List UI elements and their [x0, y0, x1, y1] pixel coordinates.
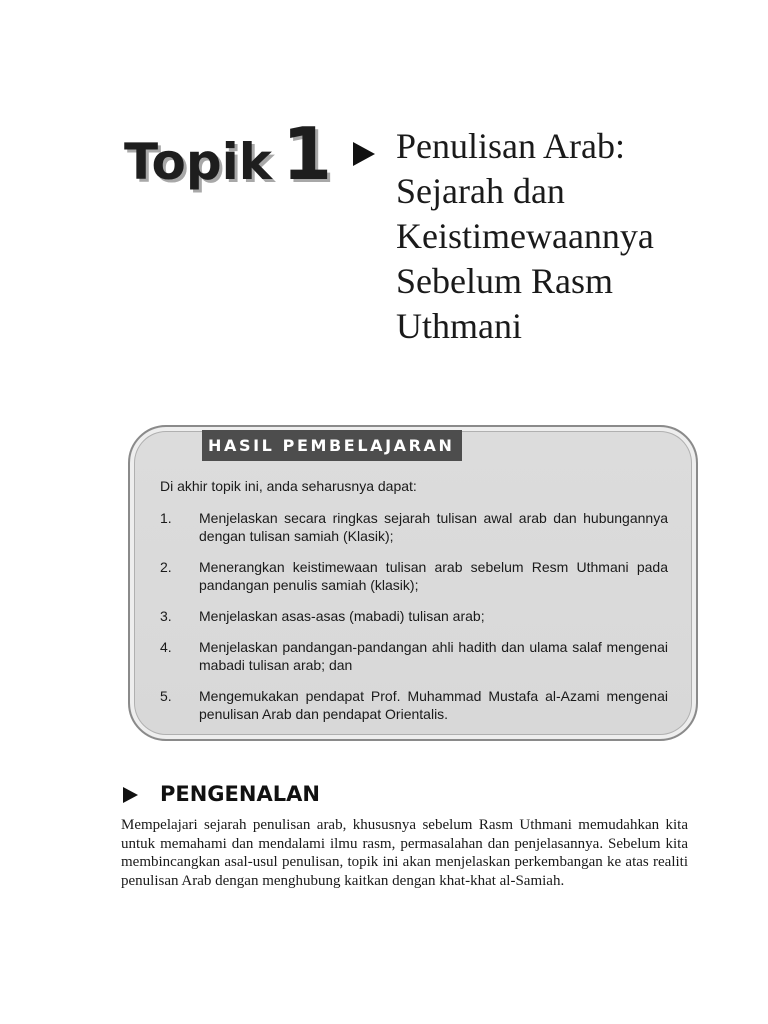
section-heading: PENGENALAN	[160, 782, 320, 806]
learning-outcomes-heading: HASIL PEMBELAJARAN	[202, 430, 462, 461]
list-item	[160, 687, 668, 723]
title-arrow-icon	[353, 142, 375, 166]
list-item	[160, 509, 668, 545]
list-item-text: Menjelaskan secara ringkas sejarah tulisan awal arab dan hubungannya dengan tulisan samiah (Klasik);	[199, 510, 668, 544]
topic-number: 1	[282, 112, 333, 196]
list-item-text: Menerangkan keistimewaan tulisan arab sebelum Resm Uthmani pada pandangan penulis samiah (klasik);	[199, 559, 668, 593]
chapter-title	[396, 124, 736, 349]
list-item	[160, 558, 668, 594]
list-item-number: 1.	[160, 510, 172, 526]
learning-outcomes-intro: Di akhir topik ini, anda seharusnya dapat:	[160, 478, 417, 494]
chapter-title-line: Penulisan Arab:	[396, 126, 625, 166]
topic-word: Topik	[124, 133, 272, 191]
list-item-number: 4.	[160, 639, 172, 655]
chapter-title-line: Sebelum Rasm	[396, 261, 613, 301]
learning-outcomes-box	[128, 425, 698, 741]
list-item-text: Menjelaskan asas-asas (mabadi) tulisan arab;	[199, 608, 485, 624]
list-item-number: 3.	[160, 608, 172, 624]
list-item-text: Mengemukakan pendapat Prof. Muhammad Mustafa al-Azami mengenai penulisan Arab dan pendapat Orientalis.	[199, 688, 668, 722]
learning-outcomes-list	[160, 509, 668, 736]
list-item	[160, 638, 668, 674]
list-item-text: Menjelaskan pandangan-pandangan ahli hadith dan ulama salaf mengenai mabadi tulisan arab; dan	[199, 639, 668, 673]
section-arrow-icon	[123, 787, 138, 803]
intro-paragraph: Mempelajari sejarah penulisan arab, khususnya sebelum Rasm Uthmani memudahkan kita untuk memahami dan mendalami ilmu rasm, permasalahan dan penjelasannya. Sebelum kita membincangkan asal-usul penulisan, topik ini akan menjelaskan perkembangan ke atas realiti penulisan Arab dengan menghubung kaitkan dengan khat-khat al-Samiah.	[121, 817, 688, 889]
topic-label	[124, 112, 333, 196]
chapter-title-line: Keistimewaannya	[396, 216, 654, 256]
list-item-number: 5.	[160, 688, 172, 704]
chapter-title-line: Sejarah dan	[396, 171, 565, 211]
chapter-title-line: Uthmani	[396, 306, 522, 346]
list-item-number: 2.	[160, 559, 172, 575]
list-item	[160, 607, 668, 625]
